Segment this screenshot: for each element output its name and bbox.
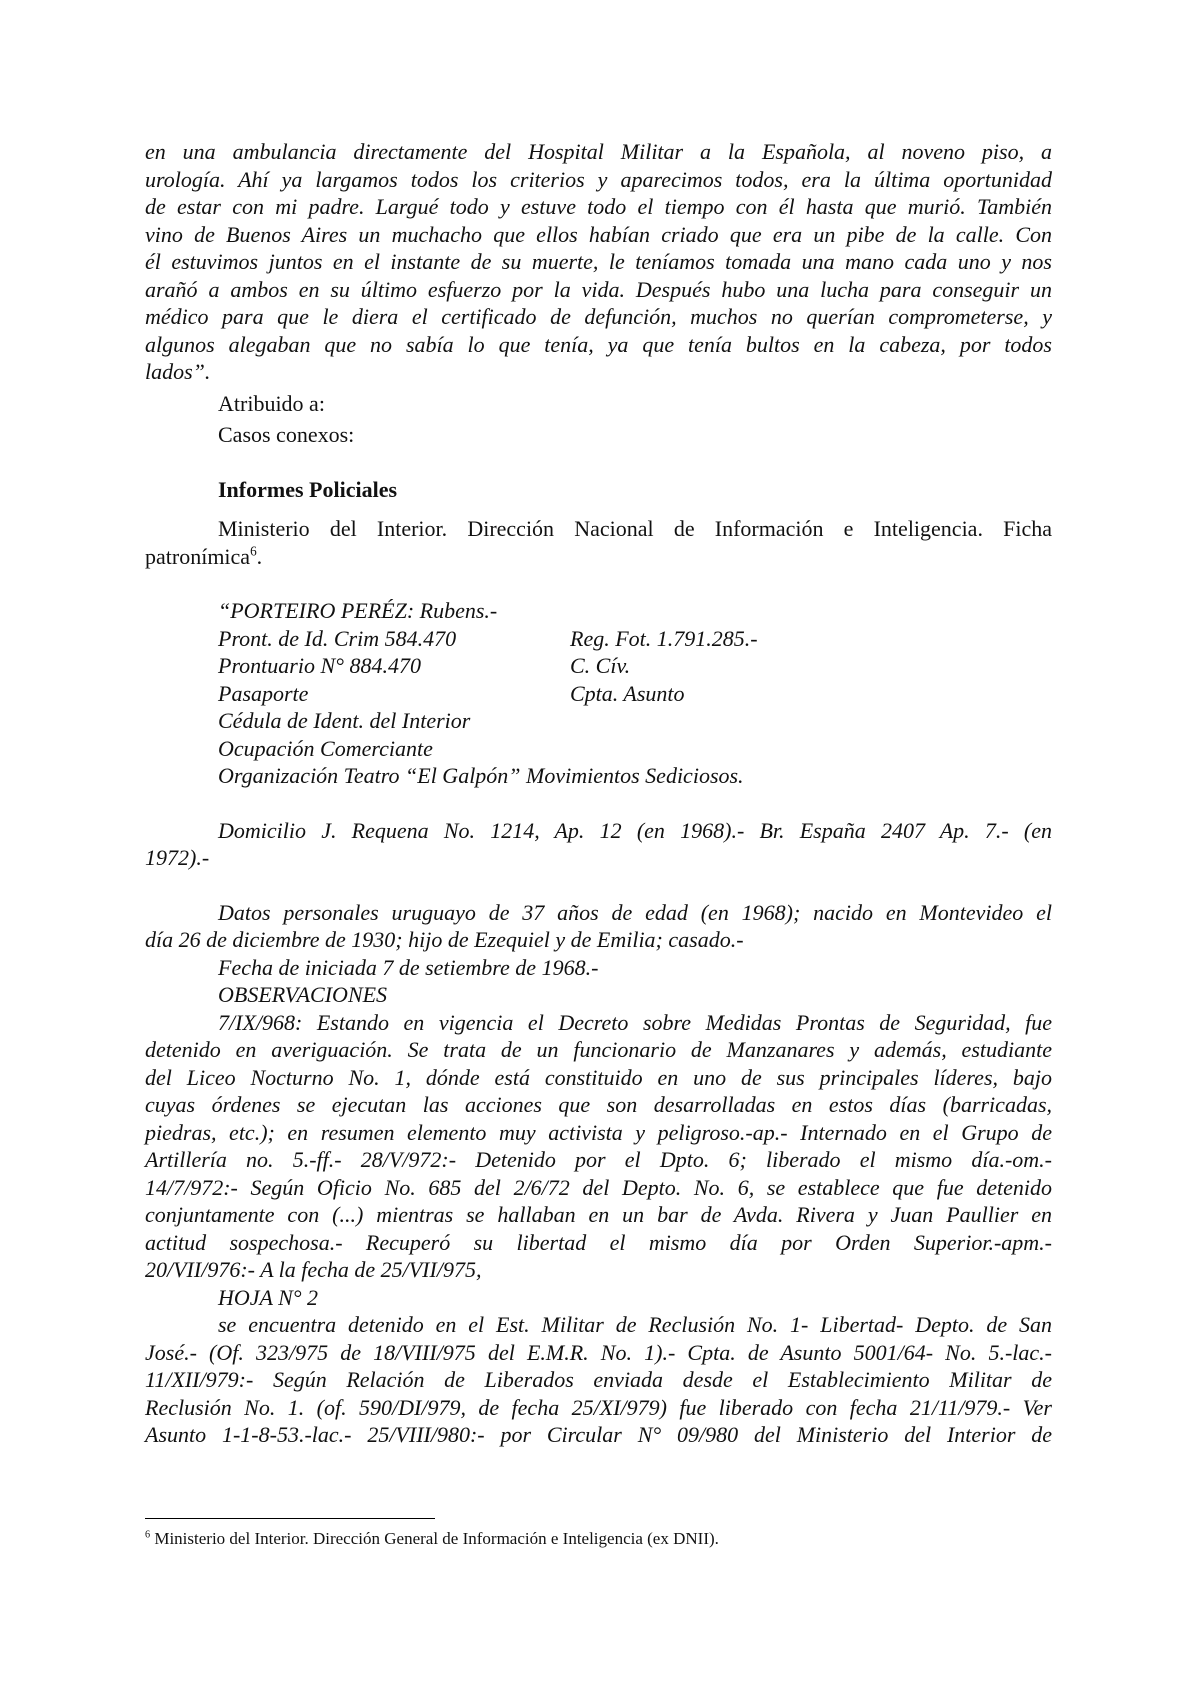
ficha-block [145,597,1052,1449]
text-line: Reclusión No. 1. (of. 590/DI/979, de fecha 25/XI/979) fue liberado con fecha 21/11/979.- Ver [145,1394,1052,1420]
footnote-number: 6 [145,1529,151,1541]
text-line: día 26 de diciembre de 1930; hijo de Ezequiel y de Emilia; casado.- [145,927,744,952]
text-line: 14/7/972:- Según Oficio No. 685 del 2/6/72 del Depto. No. 6, se establece que fue detenido [145,1174,1052,1200]
text-line: detenido en averiguación. Se trata de un funcionario de Manzanares y además, estudiante [145,1037,1052,1062]
text-line: Domicilio J. Requena No. 1214, Ap. 12 (en 1968).- Br. España 2407 Ap. 7.- (en [218,817,1052,843]
section-title: Informes Policiales [218,476,398,502]
text-line: se encuentra detenido en el Est. Militar de Reclusión No. 1- Libertad- Depto. de San [218,1312,1052,1337]
ministry-paragraph [145,515,1052,570]
footnote-divider [145,1518,435,1519]
text-line: médico para que le diera el certificado de defunción, muchos no querían comprometerse, y [145,304,1052,329]
ficha-row [145,680,1052,708]
ficha-row [145,625,1052,653]
observaciones-paragraph [145,1009,1052,1284]
attributed-label: Atribuido a: [218,390,325,416]
text-line [145,543,1052,571]
text-line: en una ambulancia directamente del Hospital Militar a la Española, al noveno piso, a [145,139,1052,164]
text-line: cuyas órdenes se ejecutan las acciones que son desarrolladas en estos días (barricadas, [145,1092,1052,1117]
text-line: 20/VII/976:- A la fecha de 25/VII/975, [145,1257,482,1282]
document-page [145,138,1052,1449]
footnote-text: Ministerio del Interior. Dirección General de Información e Inteligencia (ex DNII). [150,1529,719,1548]
ficha-row [145,762,1052,790]
text-line: José.- (Of. 323/975 de 18/VIII/975 del E.M.R. No. 1).- Cpta. de Asunto 5001/64- No. 5.-lac.- [145,1339,1052,1365]
ministry-line2: patronímica [145,543,251,569]
footnote-ref[interactable]: 6 [250,543,257,559]
footnote [145,1528,719,1550]
text-line: Datos personales uruguayo de 37 años de edad (en 1968); nacido en Montevideo el [218,899,1052,925]
text-line: actitud sospechosa.- Recuperó su libertad el mismo día por Orden Superior.-apm.- [145,1229,1052,1255]
ficha-left: Organización Teatro “El Galpón” Movimientos Sediciosos. [218,763,744,788]
hoja-label: HOJA N° 2 [218,1284,319,1310]
ministry-line2-end: . [256,543,263,569]
ficha-row [145,735,1052,763]
ficha-name: “PORTEIRO PERÉZ: Rubens.- [218,598,498,623]
related-cases-label: Casos conexos: [218,422,355,447]
text-line: lados”. [145,359,211,384]
testimony-paragraph [145,138,1052,386]
text-line: algunos alegaban que no sabía lo que tenía, ya que tenía bultos en la cabeza, por todos [145,331,1052,357]
ficha-left: Cédula de Ident. del Interior [218,708,471,733]
text-line: Asunto 1-1-8-53.-lac.- 25/VIII/980:- por Circular N° 09/980 del Ministerio del Interior de [145,1422,1052,1447]
text-line: piedras, etc.); en resumen elemento muy activista y peligroso.-ap.- Internado en el Grupo de [145,1119,1052,1145]
text-line: Ministerio del Interior. Dirección Nacional de Información e Inteligencia. Ficha [218,516,1052,541]
text-line: 1972).- [145,845,210,870]
text-line: 11/XII/979:- Según Relación de Liberados enviada desde el Establecimiento Militar de [145,1367,1052,1392]
text-line: él estuvimos juntos en el instante de su muerte, le teníamos tomada una mano cada uno y nos [145,249,1052,274]
observaciones-title: OBSERVACIONES [218,982,388,1007]
text-line: 7/IX/968: Estando en vigencia el Decreto sobre Medidas Prontas de Seguridad, fue [218,1009,1052,1035]
ficha-left: Pasaporte [218,680,309,706]
ficha-right: Cpta. Asunto [570,680,685,706]
fecha-iniciada: Fecha de iniciada 7 de setiembre de 1968.- [218,954,599,980]
ficha-right: C. Cív. [570,653,631,678]
text-line: Artillería no. 5.-ff.- 28/V/972:- Detenido por el Dpto. 6; liberado el mismo día.-om.- [145,1147,1052,1172]
domicilio-paragraph [145,817,1052,872]
datos-paragraph [145,899,1052,954]
text-line: urología. Ahí ya largamos todos los criterios y aparecimos todos, era la última oportunidad [145,166,1052,192]
ficha-row [145,652,1052,680]
text-line: vino de Buenos Aires un muchacho que ellos habían criado que era un pibe de la calle. Con [145,221,1052,247]
text-line: conjuntamente con (...) mientras se hallaban en un bar de Avda. Rivera y Juan Paullier en [145,1202,1052,1227]
text-line: arañó a ambos en su último esfuerzo por la vida. Después hubo una lucha para conseguir un [145,276,1052,302]
ficha-left: Pront. de Id. Crim 584.470 [218,625,457,651]
ficha-right: Reg. Fot. 1.791.285.- [570,625,758,651]
text-line: del Liceo Nocturno No. 1, dónde está constituido en uno de sus principales líderes, bajo [145,1064,1052,1090]
continuation-paragraph [145,1311,1052,1449]
ficha-row [145,707,1052,735]
ficha-left: Ocupación Comerciante [218,735,433,761]
ficha-left: Prontuario N° 884.470 [218,653,421,678]
text-line: de estar con mi padre. Largué todo y estuve todo el tiempo con él hasta que murió. También [145,194,1052,219]
